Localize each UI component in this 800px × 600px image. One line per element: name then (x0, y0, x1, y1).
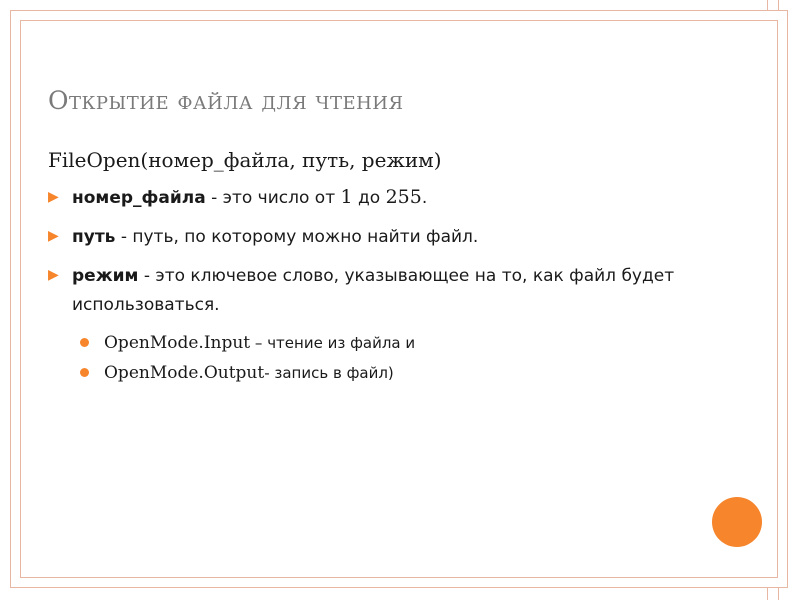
orange-circle-icon (712, 497, 762, 547)
bullet-text: - путь, по которому можно найти файл. (115, 227, 479, 247)
bullet-item-file-number (48, 183, 728, 212)
bullet-term: режим (72, 266, 139, 286)
bullet-term: путь (72, 227, 116, 247)
intro-code: FileOpen (48, 148, 141, 172)
slide-content (48, 146, 728, 387)
slide-title: Открытие файла для чтения (48, 86, 404, 115)
bullet-text: - это число от (205, 188, 341, 208)
intro-args: (номер_файла, путь, режим) (140, 148, 442, 172)
bullet-text-mid: до (352, 188, 386, 208)
sub-bullet-item-output (48, 359, 728, 387)
bullet-number-1: 1 (340, 186, 353, 208)
sub-bullet-desc: - запись в файл) (264, 364, 394, 382)
sub-bullet-dot-icon (80, 338, 89, 347)
sub-bullet-code: OpenMode.Input (104, 333, 251, 353)
bullet-term: номер_файла (72, 188, 206, 208)
intro-line (48, 146, 728, 174)
sub-bullet-item-input (48, 329, 728, 357)
bullet-marker-icon: ▶ (48, 228, 59, 244)
bullet-item-path (48, 222, 728, 251)
bullet-marker-icon: ▶ (48, 189, 59, 205)
bullet-marker-icon: ▶ (48, 267, 59, 283)
bullet-text: - это ключевое слово, указывающее на то, как файл будет использоваться. (72, 266, 675, 315)
sub-bullet-desc: – чтение из файла и (250, 334, 416, 352)
bullet-item-mode (48, 261, 728, 319)
sub-bullet-dot-icon (80, 368, 89, 377)
bullet-number-2: 255 (385, 186, 422, 208)
bullet-text-end: . (421, 188, 428, 208)
sub-bullet-code: OpenMode.Output (104, 363, 265, 383)
